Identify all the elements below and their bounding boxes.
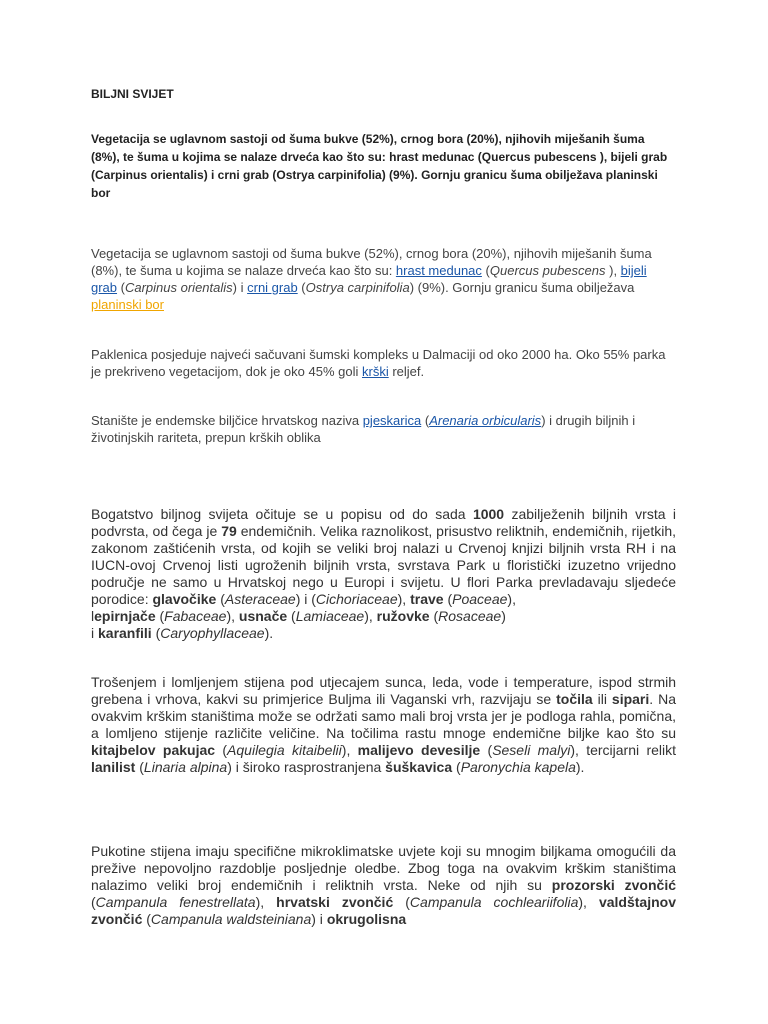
link-planinski-bor[interactable]: planinski bor [91, 297, 164, 312]
paragraph-paklenica: Paklenica posjeduje najveći sačuvani šumski kompleks u Dalmaciji od oko 2000 ha. Oko 55% parka je prekriveno vegetacijom, dok je oko 45% goli krški reljef. [91, 347, 666, 379]
paragraph-pukotine: Pukotine stijena imaju specifične mikroklimatske uvjete koji su mnogim biljkama omogućili da prežive nepovoljno razdoblje posljednje oledbe. Zbog toga na ovakvim krškim staništima nalazimo veliki broj endemičnih i reliktnih vrsta. Neke od njih su prozorski zvončić (Campanula fenestrellata), hrvatski zvončić (Campanula cochleariifolia), valdštajnov zvončić (Campanula waldsteiniana) i okrugolisna [91, 843, 676, 927]
paragraph-vegetation-links: Vegetacija se uglavnom sastoji od šuma bukve (52%), crnog bora (20%), njihovih miješanih šuma (8%), te šuma u kojima se nalaze drveća kao što su: hrast medunac (Quercus pubescens ), bijeli grab (Carpinus orientalis) i crni grab (Ostrya carpinifolia) (9%). Gornju granicu šuma obilježava planinski bor [91, 246, 652, 312]
link-crni-grab[interactable]: crni grab [247, 280, 298, 295]
document-title: BILJNI SVIJET [91, 87, 174, 101]
paragraph-trosenje: Trošenjem i lomljenjem stijena pod utjecajem sunca, leda, vode i temperature, ispod strmih grebena i vrhova, kakvi su primjerice Buljma ili Vaganski vrh, razvijaju se točila ili sipari. Na ovakvim krškim staništima može se održati samo mali broj vrsta jer je podloga rahla, pomična, a lomljeno stijenje različite veličine. Na točilima rastu mnoge endemične biljke kao što su kitajbelov pakujac (Aquilegia kitaibelii), malijevo devesilje (Seseli malyi), tercijarni relikt lanilist (Linaria alpina) i široko rasprostranjena šuškavica (Paronychia kapela). [91, 674, 676, 775]
link-hrast-medunac[interactable]: hrast medunac [395, 263, 482, 278]
link-arenaria-orbicularis[interactable]: Arenaria orbicularis [429, 413, 542, 428]
paragraph-bogatstvo: Bogatstvo biljnog svijeta očituje se u popisu od do sada 1000 zabilježenih biljnih vrsta i podvrsta, od čega je 79 endemičnih. Velika raznolikost, prisustvo reliktnih, endemičnih, rijetkih, zakonom zaštićenih vrsta, od kojih se veliki broj nalazi u Crvenoj knjizi biljnih vrsta RH i na IUCN-ovoj Crvenoj listi ugroženih biljnih vrsta, svrstava Park u floristički izuzetno vrijedno područje ne samo u Hrvatskoj nego u Europi i svijetu. U flori Parka prevladavaju sljedeće porodice: glavočike (Asteraceae) i (Cichoriaceae), trave (Poaceae), lepirnjače (Fabaceae), usnače (Lamiaceae), ružovke (Rosaceae) i karanfili (Caryophyllaceae). [91, 506, 676, 641]
link-bijeli-grab[interactable]: bijeli grab [91, 263, 647, 295]
link-krski[interactable]: krški [361, 364, 389, 379]
paragraph-staniste: Stanište je endemske biljčice hrvatskog naziva pjeskarica (Arenaria orbicularis) i drugih biljnih i životinjskih rariteta, prepun krških oblika [91, 413, 636, 445]
paragraph-vegetation-bold: Vegetacija se uglavnom sastoji od šuma bukve (52%), crnog bora (20%), njihovih miješanih šuma (8%), te šuma u kojima se nalaze drveća kao što su: hrast medunac (Quercus pubescens ), bijeli grab (Carpinus orientalis) i crni grab (Ostrya carpinifolia) (9%). Gornju granicu šuma obilježava planinski bor [91, 132, 668, 200]
link-pjeskarica[interactable]: pjeskarica [362, 413, 422, 428]
